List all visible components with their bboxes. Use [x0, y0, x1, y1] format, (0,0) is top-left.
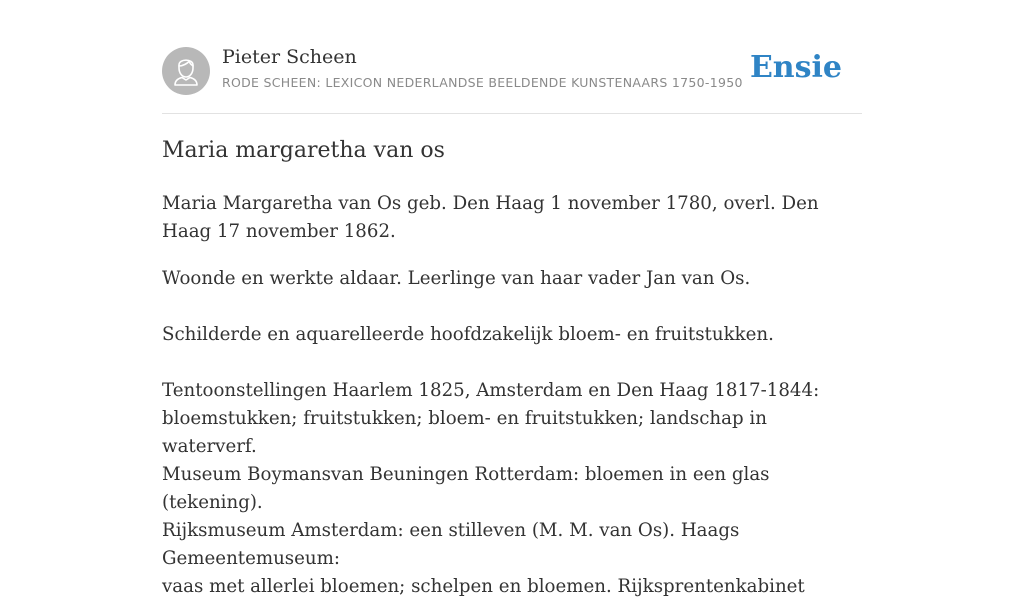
author-name[interactable]: Pieter Scheen: [222, 46, 357, 68]
article-line: Schilderde en aquarelleerde hoofdzakelijk bloem- en fruitstukken.: [162, 324, 774, 345]
header-divider: [162, 113, 862, 114]
article-line: Woonde en werkte aldaar. Leerlinge van haar vader Jan van Os.: [162, 268, 751, 289]
article-line: Rijksmuseum Amsterdam: een stilleven (M. M. van Os). Haags Gemeentemuseum:: [162, 520, 740, 569]
article-line: vaas met allerlei bloemen; schelpen en bloemen. Rijksprentenkabinet: [162, 576, 805, 597]
article-line: Tentoonstellingen Haarlem 1825, Amsterdam en Den Haag 1817-1844:: [162, 380, 820, 401]
ensie-logo[interactable]: Ensie: [749, 50, 842, 85]
article-header: [162, 46, 862, 96]
article-line: bloemstukken; fruitstukken; bloem- en fruitstukken; landschap in waterverf.: [162, 408, 767, 457]
article-lead: Maria Margaretha van Os geb. Den Haag 1 november 1780, overl. Den Haag 17 november 1862.: [162, 193, 819, 242]
author-avatar[interactable]: [162, 47, 210, 95]
article-line: [162, 293, 867, 321]
article-title: Maria margaretha van os: [162, 138, 445, 163]
article-line: Museum Boymansvan Beuningen Rotterdam: bloemen in een glas (tekening).: [162, 464, 770, 513]
source-title[interactable]: RODE SCHEEN: LEXICON NEDERLANDSE BEELDENDE KUNSTENAARS 1750-1950: [222, 75, 743, 90]
article-body: [162, 190, 867, 601]
user-icon: [162, 47, 210, 95]
article-line: [162, 349, 867, 377]
